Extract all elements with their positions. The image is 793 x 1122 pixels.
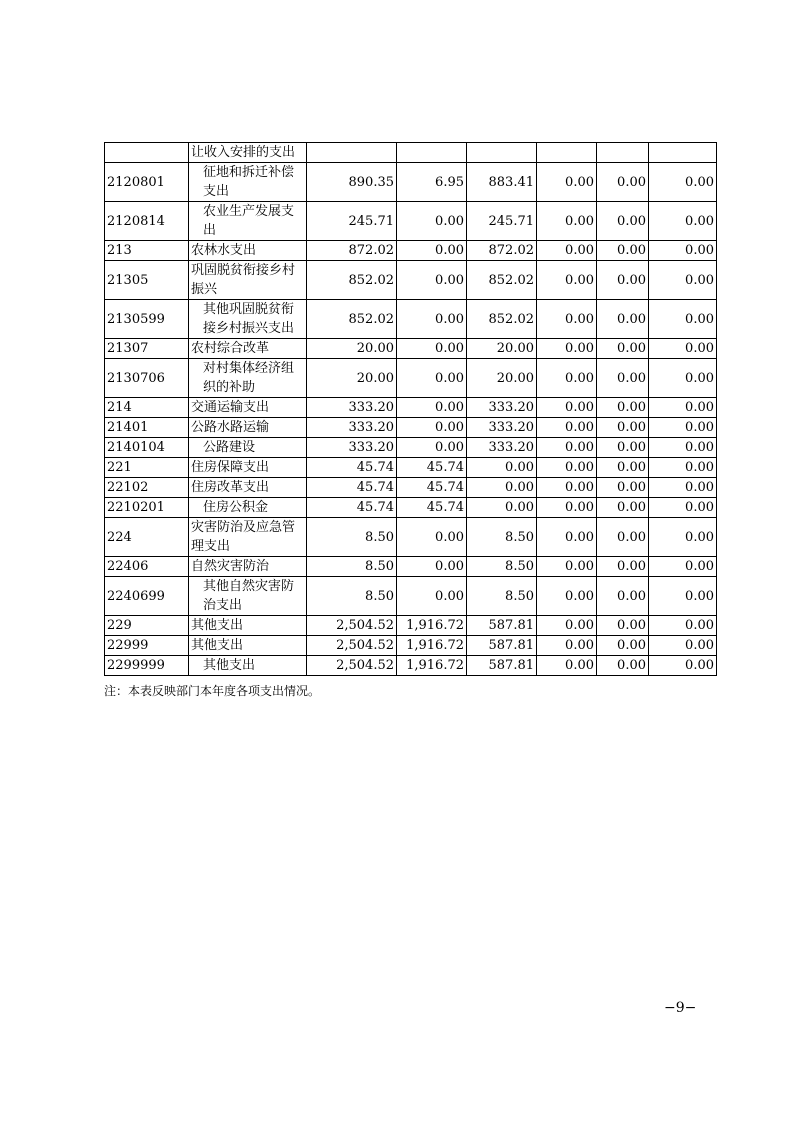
table-row xyxy=(105,398,717,418)
row-value: 0.00 xyxy=(649,616,717,636)
row-name: 其他支出 xyxy=(189,616,307,636)
table-row xyxy=(105,458,717,478)
row-value: 2,504.52 xyxy=(307,636,397,656)
row-code: 22999 xyxy=(105,636,189,656)
row-code: 22406 xyxy=(105,557,189,577)
row-value: 0.00 xyxy=(597,616,649,636)
row-value: 6.95 xyxy=(397,163,467,202)
row-value: 587.81 xyxy=(467,636,537,656)
row-value: 0.00 xyxy=(397,261,467,300)
row-value: 0.00 xyxy=(597,241,649,261)
row-value: 0.00 xyxy=(649,458,717,478)
row-value: 0.00 xyxy=(397,398,467,418)
row-value: 0.00 xyxy=(597,458,649,478)
row-name: 其他支出 xyxy=(189,656,307,676)
row-value: 0.00 xyxy=(397,518,467,557)
row-value: 333.20 xyxy=(307,398,397,418)
row-value: 0.00 xyxy=(597,478,649,498)
row-value: 0.00 xyxy=(537,438,597,458)
row-value: 0.00 xyxy=(649,418,717,438)
row-value: 852.02 xyxy=(467,261,537,300)
row-value: 0.00 xyxy=(397,339,467,359)
row-value: 0.00 xyxy=(649,518,717,557)
row-value: 20.00 xyxy=(307,339,397,359)
row-value: 0.00 xyxy=(597,438,649,458)
row-name: 其他巩固脱贫衔接乡村振兴支出 xyxy=(189,300,307,339)
row-name: 其他自然灾害防治支出 xyxy=(189,577,307,616)
row-code: 21401 xyxy=(105,418,189,438)
row-code: 229 xyxy=(105,616,189,636)
table-row xyxy=(105,616,717,636)
row-value: 0.00 xyxy=(397,557,467,577)
row-value: 1,916.72 xyxy=(397,636,467,656)
row-code: 2240699 xyxy=(105,577,189,616)
row-code: 2299999 xyxy=(105,656,189,676)
row-name: 住房公积金 xyxy=(189,498,307,518)
row-value: 0.00 xyxy=(649,398,717,418)
table-row xyxy=(105,359,717,398)
row-value: 0.00 xyxy=(397,418,467,438)
row-value xyxy=(397,143,467,163)
row-value: 0.00 xyxy=(649,656,717,676)
row-value: 0.00 xyxy=(649,478,717,498)
row-value: 0.00 xyxy=(597,518,649,557)
row-value xyxy=(467,143,537,163)
row-name: 对村集体经济组织的补助 xyxy=(189,359,307,398)
row-value xyxy=(597,143,649,163)
row-name: 住房保障支出 xyxy=(189,458,307,478)
row-value: 0.00 xyxy=(467,478,537,498)
row-value: 0.00 xyxy=(537,458,597,478)
row-name: 农村综合改革 xyxy=(189,339,307,359)
row-value: 852.02 xyxy=(467,300,537,339)
row-value: 8.50 xyxy=(307,577,397,616)
row-name: 住房改革支出 xyxy=(189,478,307,498)
row-value: 0.00 xyxy=(597,577,649,616)
row-value: 0.00 xyxy=(537,261,597,300)
row-value: 0.00 xyxy=(597,418,649,438)
row-value: 0.00 xyxy=(397,359,467,398)
row-value: 45.74 xyxy=(307,458,397,478)
row-value: 0.00 xyxy=(537,498,597,518)
row-value: 0.00 xyxy=(597,339,649,359)
row-code xyxy=(105,143,189,163)
row-value xyxy=(307,143,397,163)
row-value: 0.00 xyxy=(537,557,597,577)
row-name: 农业生产发展支出 xyxy=(189,202,307,241)
row-value: 20.00 xyxy=(307,359,397,398)
row-name: 自然灾害防治 xyxy=(189,557,307,577)
row-value: 45.74 xyxy=(397,458,467,478)
row-value: 1,916.72 xyxy=(397,616,467,636)
row-value: 0.00 xyxy=(649,163,717,202)
table-row xyxy=(105,261,717,300)
row-value: 0.00 xyxy=(649,300,717,339)
row-value: 0.00 xyxy=(467,458,537,478)
row-value: 333.20 xyxy=(467,398,537,418)
row-value xyxy=(537,143,597,163)
table-row xyxy=(105,478,717,498)
row-value: 1,916.72 xyxy=(397,656,467,676)
row-name: 灾害防治及应急管理支出 xyxy=(189,518,307,557)
row-value: 0.00 xyxy=(597,498,649,518)
table-row xyxy=(105,498,717,518)
row-value: 0.00 xyxy=(649,359,717,398)
table-row xyxy=(105,300,717,339)
row-value: 45.74 xyxy=(397,478,467,498)
row-value: 0.00 xyxy=(537,202,597,241)
row-value xyxy=(649,143,717,163)
row-value: 245.71 xyxy=(307,202,397,241)
row-value: 0.00 xyxy=(649,438,717,458)
row-value: 333.20 xyxy=(467,418,537,438)
row-code: 2120814 xyxy=(105,202,189,241)
row-value: 883.41 xyxy=(467,163,537,202)
row-value: 0.00 xyxy=(597,636,649,656)
row-value: 8.50 xyxy=(307,557,397,577)
row-value: 0.00 xyxy=(537,577,597,616)
row-code: 2130599 xyxy=(105,300,189,339)
expenditure-table xyxy=(104,142,717,676)
row-value: 0.00 xyxy=(649,498,717,518)
row-value: 0.00 xyxy=(537,163,597,202)
row-value: 0.00 xyxy=(537,359,597,398)
row-value: 587.81 xyxy=(467,656,537,676)
table-row xyxy=(105,438,717,458)
row-value: 245.71 xyxy=(467,202,537,241)
row-value: 0.00 xyxy=(649,202,717,241)
row-value: 852.02 xyxy=(307,261,397,300)
row-value: 872.02 xyxy=(467,241,537,261)
row-value: 0.00 xyxy=(649,241,717,261)
row-value: 0.00 xyxy=(649,557,717,577)
row-value: 0.00 xyxy=(597,398,649,418)
row-code: 22102 xyxy=(105,478,189,498)
row-value: 0.00 xyxy=(597,300,649,339)
row-value: 333.20 xyxy=(307,438,397,458)
row-name: 农林水支出 xyxy=(189,241,307,261)
row-value: 890.35 xyxy=(307,163,397,202)
page-number: −9− xyxy=(664,1000,697,1016)
row-code: 221 xyxy=(105,458,189,478)
row-value: 0.00 xyxy=(537,478,597,498)
row-code: 2140104 xyxy=(105,438,189,458)
row-value: 333.20 xyxy=(467,438,537,458)
row-value: 0.00 xyxy=(597,557,649,577)
row-value: 45.74 xyxy=(307,478,397,498)
row-value: 587.81 xyxy=(467,616,537,636)
row-value: 0.00 xyxy=(597,359,649,398)
table-row xyxy=(105,518,717,557)
row-value: 0.00 xyxy=(537,339,597,359)
row-value: 0.00 xyxy=(537,300,597,339)
table-row xyxy=(105,202,717,241)
row-value: 0.00 xyxy=(537,241,597,261)
row-value: 8.50 xyxy=(467,557,537,577)
row-value: 0.00 xyxy=(397,438,467,458)
row-value: 0.00 xyxy=(597,202,649,241)
row-code: 224 xyxy=(105,518,189,557)
row-value: 0.00 xyxy=(537,418,597,438)
table-row xyxy=(105,577,717,616)
row-value: 8.50 xyxy=(467,518,537,557)
row-code: 2130706 xyxy=(105,359,189,398)
row-code: 2120801 xyxy=(105,163,189,202)
row-value: 20.00 xyxy=(467,339,537,359)
row-code: 21305 xyxy=(105,261,189,300)
row-value: 0.00 xyxy=(537,398,597,418)
table-row xyxy=(105,339,717,359)
row-value: 45.74 xyxy=(397,498,467,518)
row-value: 20.00 xyxy=(467,359,537,398)
row-code: 214 xyxy=(105,398,189,418)
row-value: 2,504.52 xyxy=(307,616,397,636)
row-value: 2,504.52 xyxy=(307,656,397,676)
row-value: 0.00 xyxy=(597,656,649,676)
row-code: 21307 xyxy=(105,339,189,359)
row-name: 征地和拆迁补偿支出 xyxy=(189,163,307,202)
row-name: 公路建设 xyxy=(189,438,307,458)
table-row xyxy=(105,656,717,676)
row-value: 0.00 xyxy=(649,261,717,300)
row-code: 2210201 xyxy=(105,498,189,518)
row-value: 0.00 xyxy=(597,163,649,202)
row-name: 交通运输支出 xyxy=(189,398,307,418)
row-value: 0.00 xyxy=(397,300,467,339)
row-value: 0.00 xyxy=(397,202,467,241)
row-code: 213 xyxy=(105,241,189,261)
row-value: 0.00 xyxy=(649,339,717,359)
row-value: 0.00 xyxy=(537,636,597,656)
row-value: 0.00 xyxy=(537,616,597,636)
row-name: 其他支出 xyxy=(189,636,307,656)
table-row xyxy=(105,163,717,202)
row-value: 0.00 xyxy=(397,241,467,261)
row-value: 8.50 xyxy=(467,577,537,616)
row-name: 公路水路运输 xyxy=(189,418,307,438)
row-name: 巩固脱贫衔接乡村振兴 xyxy=(189,261,307,300)
row-value: 0.00 xyxy=(467,498,537,518)
row-value: 0.00 xyxy=(649,577,717,616)
table-row xyxy=(105,557,717,577)
row-value: 8.50 xyxy=(307,518,397,557)
row-value: 333.20 xyxy=(307,418,397,438)
row-value: 0.00 xyxy=(597,261,649,300)
row-value: 0.00 xyxy=(537,518,597,557)
table-row xyxy=(105,143,717,163)
row-value: 872.02 xyxy=(307,241,397,261)
table-row xyxy=(105,418,717,438)
row-name: 让收入安排的支出 xyxy=(189,143,307,163)
table-note: 注：本表反映部门本年度各项支出情况。 xyxy=(104,684,321,698)
table-row xyxy=(105,636,717,656)
row-value: 852.02 xyxy=(307,300,397,339)
row-value: 0.00 xyxy=(537,656,597,676)
row-value: 0.00 xyxy=(649,636,717,656)
row-value: 45.74 xyxy=(307,498,397,518)
table-row xyxy=(105,241,717,261)
row-value: 0.00 xyxy=(397,577,467,616)
table-body xyxy=(105,143,717,676)
